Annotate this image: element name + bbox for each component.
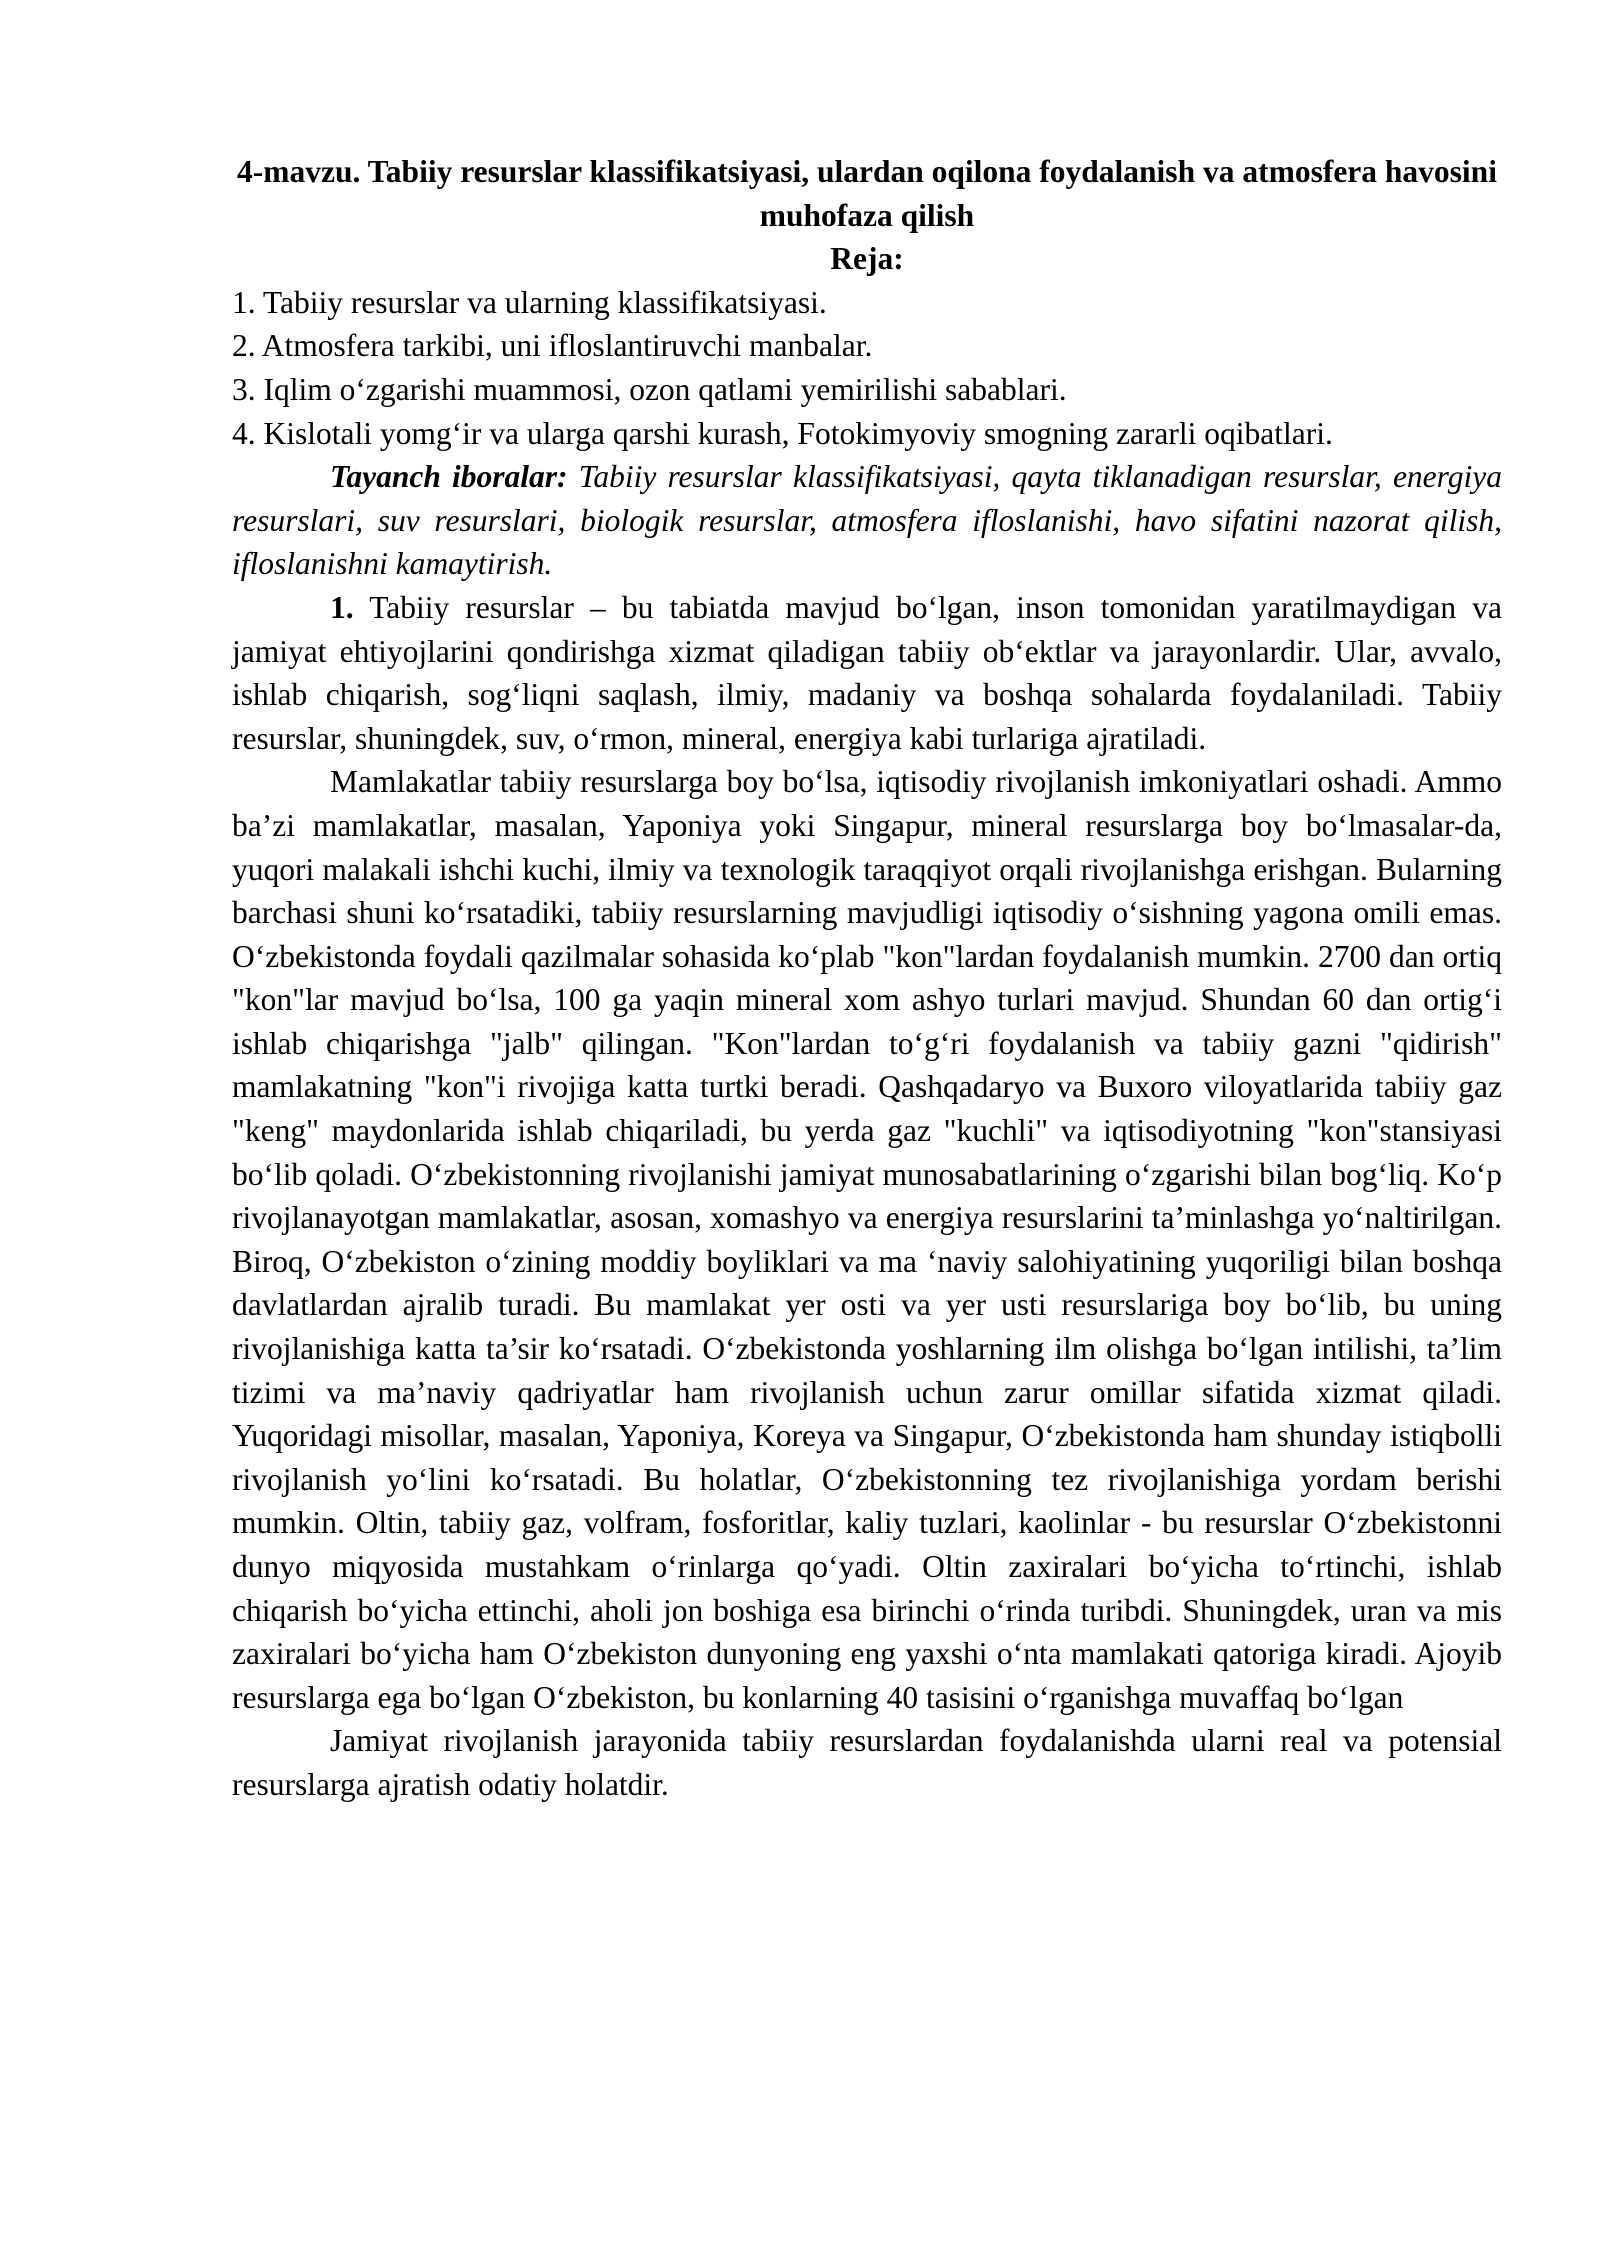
plan-item: 4. Kislotali yomg‘ir va ularga qarshi kurash, Fotokimyoviy smogning zararli oqibatlari. [232, 415, 1333, 451]
document-title: 4-mavzu. Tabiiy resurslar klassifikatsiyasi, ulardan oqilona foydalanish va atmosfera havosini muhofaza qilish [237, 154, 1497, 233]
plan-item: 2. Atmosfera tarkibi, uni ifloslantiruvchi manbalar. [232, 328, 873, 364]
plan-item: 1. Tabiiy resurslar va ularning klassifikatsiyasi. [232, 284, 827, 320]
section-number: 1. [330, 589, 354, 625]
keywords-text: Tabiiy resurslar klassifikatsiyasi, qayta tiklanadigan resurslar, energiya resurslari, suv resurslari, biologik resurslar, atmosfera ifloslanishi, havo sifatini nazorat qilish, ifloslanishni kamaytirish. [232, 459, 1502, 582]
keywords-paragraph [232, 455, 1502, 586]
plan-heading: Reja: [830, 241, 904, 277]
keywords-label: Tayanch iboralar: [330, 459, 568, 495]
section-1-text: Tabiiy resurslar – bu tabiatda mavjud bo‘lgan, inson tomonidan yaratilmaydigan va jamiyat ehtiyojlarini qondirishga xizmat qiladigan tabiiy ob‘ektlar va jarayonlardir. Ular, avvalo, ishlab chiqarish, sog‘liqni saqlash, ilmiy, madaniy va boshqa sohalarda foydalaniladi. Tabiiy resurslar, shuningdek, suv, o‘rmon, mineral, energiya kabi turlariga ajratiladi. [232, 589, 1502, 756]
document-page [232, 150, 1502, 1807]
body-paragraph: Mamlakatlar tabiiy resurslarga boy bo‘lsa, iqtisodiy rivojlanish imkoniyatlari oshadi. Ammo ba’zi mamlakatlar, masalan, Yaponiya yoki Singapur, mineral resurslarga boy bo‘lmasalar-da, yuqori malakali ishchi kuchi, ilmiy va texnologik taraqqiyot orqali rivojlanishga erishgan. Bularning barchasi shuni ko‘rsatadiki, tabiiy resurslarning mavjudligi iqtisodiy o‘sishning yagona omili emas. O‘zbekistonda foydali qazilmalar sohasida ko‘plab "kon"lardan foydalanish mumkin. 2700 dan ortiq "kon"lar mavjud bo‘lsa, 100 ga yaqin mineral xom ashyo turlari mavjud. Shundan 60 dan ortig‘i ishlab chiqarishga "jalb" qilingan. "Kon"lardan to‘g‘ri foydalanish va tabiiy gazni "qidirish" mamlakatning "kon"i rivojiga katta turtki beradi. Qashqadaryo va Buxoro viloyatlarida tabiiy gaz "keng" maydonlarida ishlab chiqariladi, bu yerda gaz "kuchli" va iqtisodiyotning "kon"stansiyasi bo‘lib qoladi. O‘zbekistonning rivojlanishi jamiyat munosabatlarining o‘zgarishi bilan bog‘liq. Ko‘p rivojlanayotgan mamlakatlar, asosan, xomashyo va energiya resurslarini ta’minlashga yo‘naltirilgan. Biroq, O‘zbekiston o‘zining moddiy boyliklari va ma ‘naviy salohiyatining yuqoriligi bilan boshqa davlatlardan ajralib turadi. Bu mamlakat yer osti va yer usti resurslariga boy bo‘lib, bu uning rivojlanishiga katta ta’sir ko‘rsatadi. O‘zbekistonda yoshlarning ilm olishga bo‘lgan intilishi, ta’lim tizimi va ma’naviy qadriyatlar ham rivojlanish uchun zarur omillar sifatida xizmat qiladi. Yuqoridagi misollar, masalan, Yaponiya, Koreya va Singapur, O‘zbekistonda ham shunday istiqbolli rivojlanish yo‘lini ko‘rsatadi. Bu holatlar, O‘zbekistonning tez rivojlanishiga yordam berishi mumkin. Oltin, tabiiy gaz, volfram, fosforitlar, kaliy tuzlari, kaolinlar - bu resurslar O‘zbekistonni dunyo miqyosida mustahkam o‘rinlarga qo‘yadi. Oltin zaxiralari bo‘yicha to‘rtinchi, ishlab chiqarish bo‘yicha ettinchi, aholi jon boshiga esa birinchi o‘rinda turibdi. Shuningdek, uran va mis zaxiralari bo‘yicha ham O‘zbekiston dunyoning eng yaxshi o‘nta mamlakati qatoriga kiradi. Ajoyib resurslarga ega bo‘lgan O‘zbekiston, bu konlarning 40 tasisini o‘rganishga muvaffaq bo‘lgan [232, 764, 1502, 1715]
plan-list [232, 281, 1502, 455]
section-1-paragraph [232, 586, 1502, 760]
body-paragraph: Jamiyat rivojlanish jarayonida tabiiy resurslardan foydalanishda ularni real va potensial resurslarga ajratish odatiy holatdir. [232, 1723, 1502, 1802]
plan-item: 3. Iqlim o‘zgarishi muammosi, ozon qatlami yemirilishi sabablari. [232, 371, 1067, 407]
